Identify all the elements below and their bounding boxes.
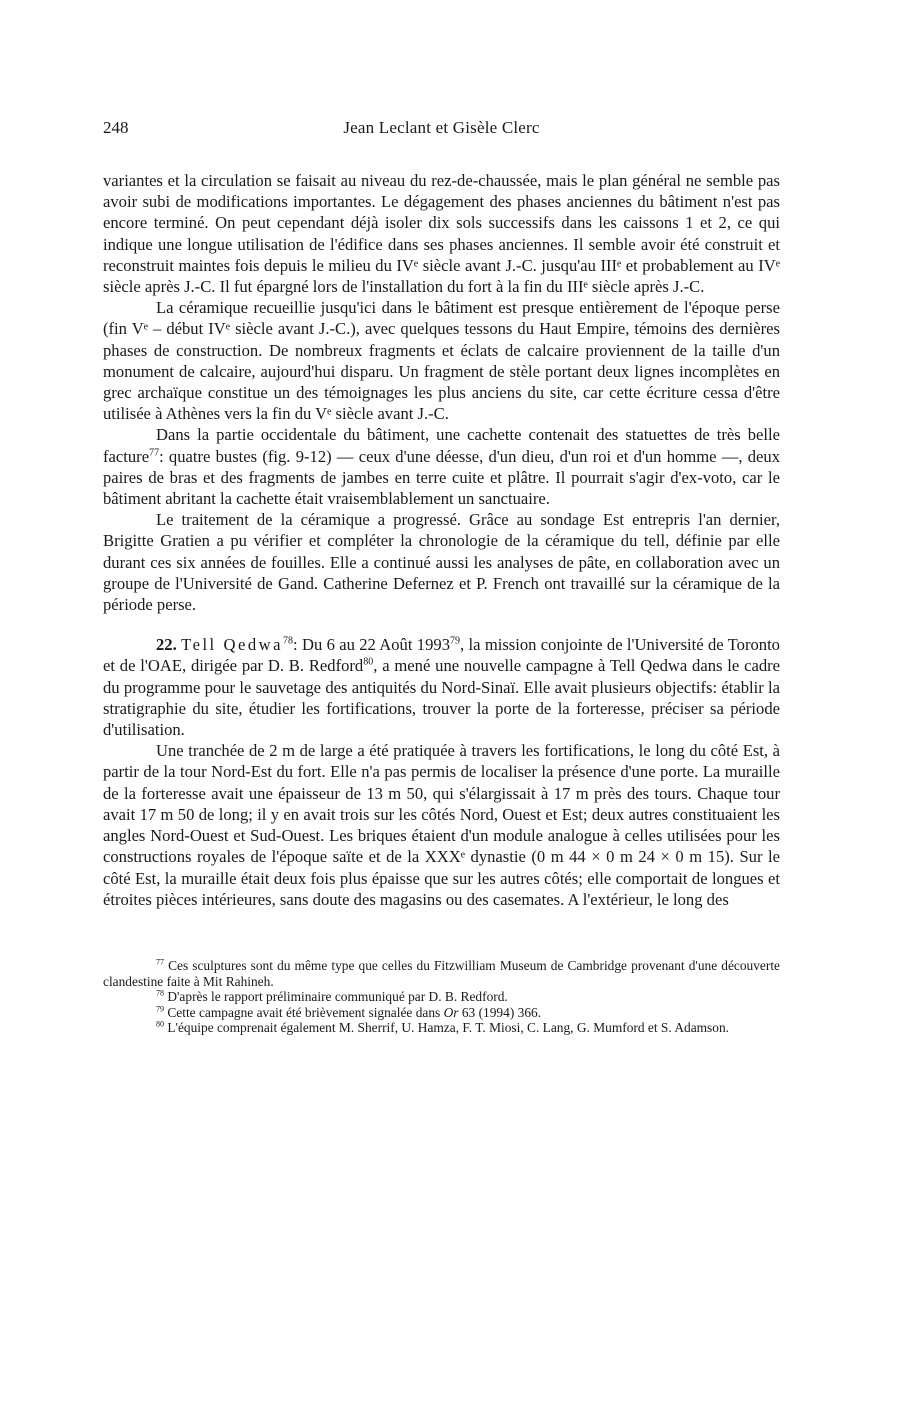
- footnote-text: 63 (1994) 366.: [458, 1004, 542, 1020]
- paragraph: Une tranchée de 2 m de large a été pratiquée à travers les fortifications, le long du côté Est, à partir de la tour Nord-Est du fort. Elle n'a pas permis de localiser la présence d'une porte. La muraille de la forteresse avait une épaisseur de 13 m 50, qui s'élargissait à 17 m près des tours. Chaque tour avait 17 m 50 de long; il y en avait trois sur les côtés Nord, Ouest et Est; deux autres constituaient les angles Nord-Ouest et Sud-Ouest. Les briques étaient d'un module analogue à celles utilisées pour les constructions royales de l'époque saïte et de la XXXᵉ dynastie (0 m 44 × 0 m 24 × 0 m 15). Sur le côté Est, la muraille était deux fois plus épaisse que sur les autres côtés; elle comportait de longues et étroites pièces intérieures, sans doute des magasins ou des casemates. A l'extérieur, le long des: [103, 741, 780, 909]
- paragraph-text: Dans la partie occidentale du bâtiment, une cachette contenait des statuettes de très belle facture: [103, 425, 780, 466]
- section-22-paragraph: [103, 634, 780, 740]
- paragraph-text: : Du 6 au 22 Août 1993: [293, 635, 450, 655]
- footnote-text: Cette campagne avait été brièvement signalée dans: [164, 1004, 444, 1020]
- footnote: [103, 958, 780, 989]
- paragraph: Le traitement de la céramique a progressé. Grâce au sondage Est entrepris l'an dernier, Brigitte Gratien a pu vérifier et compléter la chronologie de la céramique du tell, définie par elle durant ces six années de fouilles. Elle a continué aussi les analyses de pâte, en collaboration avec un groupe de l'Université de Gand. Catherine Defernez et P. French ont travaillé sur la céramique de la période perse.: [103, 510, 780, 615]
- footnote: [103, 989, 780, 1005]
- page-number: 248: [103, 118, 129, 137]
- footnote-number: 77: [156, 957, 164, 967]
- footnote-text: L'équipe comprenait également M. Sherrif, U. Hamza, F. T. Miosi, C. Lang, G. Mumford et S. Adamson.: [164, 1020, 730, 1036]
- footnote-ref: 80: [363, 656, 374, 668]
- journal-title: Or: [443, 1004, 459, 1020]
- site-name: Tell Qedwa: [181, 635, 284, 655]
- footnote-number: 80: [156, 1019, 164, 1029]
- paragraph: variantes et la circulation se faisait au niveau du rez-de-chaussée, mais le plan général ne semble pas avoir subi de modifications importantes. Le dégagement des phases anciennes du bâtiment n'est pas encore terminé. On peut cependant déjà isoler dix sols successifs dans les caissons 1 et 2, ce qui indique une longue utilisation de l'édifice dans ses phases anciennes. Il semble avoir été construit et reconstruit maintes fois depuis le milieu du IVᵉ siècle avant J.-C. jusqu'au IIIᵉ et probablement au IVᵉ siècle après J.-C. Il fut épargné lors de l'installation du fort à la fin du IIIᵉ siècle après J.-C.: [103, 171, 780, 297]
- footnote: [103, 1005, 780, 1021]
- section-number: 22.: [156, 635, 177, 655]
- footnote-text: D'après le rapport préliminaire communiqué par D. B. Redford.: [164, 989, 508, 1005]
- footnote: [103, 1020, 780, 1036]
- paragraph: La céramique recueillie jusqu'ici dans le bâtiment est presque entièrement de l'époque perse (fin Vᵉ – début IVᵉ siècle avant J.-C.), avec quelques tessons du Haut Empire, témoins des dernières phases de construction. De nombreux fragments et éclats de calcaire proviennent de la taille d'un monument de calcaire, aujourd'hui disparu. Un fragment de stèle portant deux lignes incomplètes en grec archaïque constitue un des témoignages les plus anciens du site, car cette écriture cessa d'être utilisée à Athènes vers la fin du Vᵉ siècle avant J.-C.: [103, 298, 780, 424]
- footnote-number: 79: [156, 1004, 164, 1014]
- running-title: Jean Leclant et Gisèle Clerc: [343, 118, 540, 137]
- footnotes: [103, 958, 780, 1036]
- body-text: [103, 170, 780, 910]
- footnote-number: 78: [156, 988, 164, 998]
- footnote-text: Ces sculptures sont du même type que celles du Fitzwilliam Museum de Cambridge provenant d'une découverte clandestine faite à Mit Rahineh.: [103, 957, 780, 989]
- paragraph: [103, 424, 780, 509]
- paragraph-text: : quatre bustes (fig. 9-12) — ceux d'une déesse, d'un dieu, d'un roi et d'un homme —, deux paires de bras et des fragments de jambes en terre cuite et plâtre. Il pourrait s'agir d'ex-voto, car le bâtiment abritant la cachette était vraisemblablement un sanctuaire.: [103, 446, 780, 509]
- document-page: [103, 118, 780, 1036]
- paragraph-text: , a mené une nouvelle campagne à Tell Qedwa dans le cadre du programme pour le sauvetage des antiquités du Nord-Sinaï. Elle avait plusieurs objectifs: établir la stratigraphie du site, étudier les fortifications, trouver la porte de la forteresse, préciser sa période d'utilisation.: [103, 656, 781, 740]
- footnote-ref: 79: [450, 635, 460, 647]
- footnote-ref: 77: [149, 447, 160, 459]
- running-head: [103, 118, 780, 144]
- paragraph-text: , la mission conjointe de l'Université de Toronto et de l'OAE, dirigée par D. B. Redford: [103, 635, 780, 676]
- footnote-ref: 78: [283, 635, 294, 647]
